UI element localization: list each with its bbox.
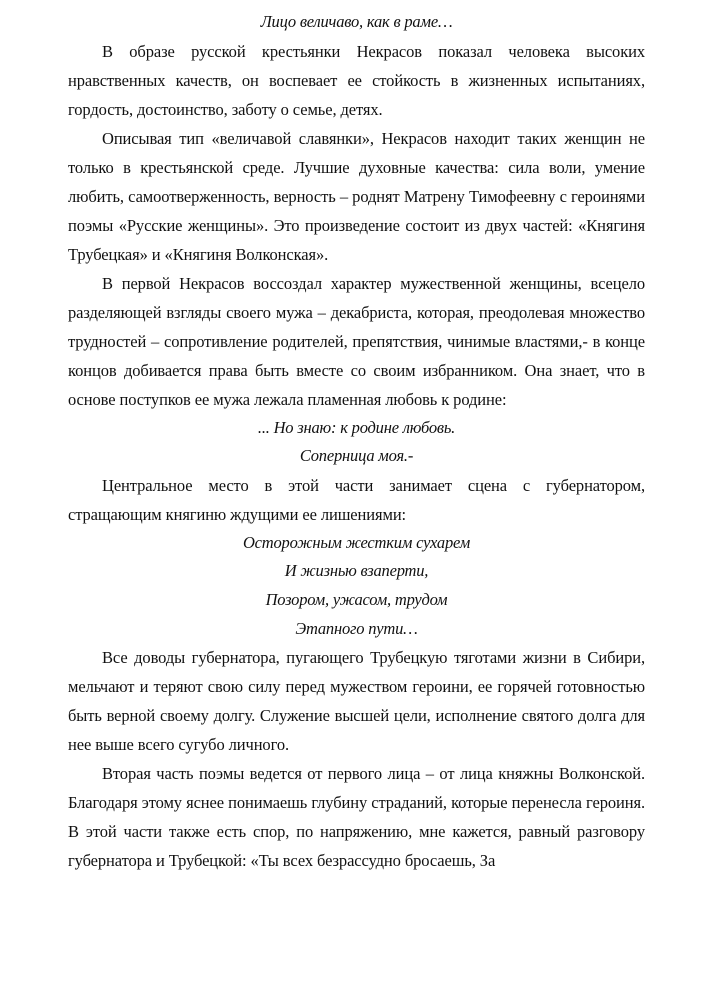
quote-line: И жизнью взаперти, [284, 561, 429, 581]
quote-line: Соперница моя.- [299, 446, 414, 466]
quote-line: Этапного пути… [295, 618, 418, 638]
paragraph-3: В первой Некрасов воссоздал характер мужественной женщины, всецело разделяющей взгляды своего мужа – декабриста, которая, преодолевая множество трудностей – сопротивление родителей, препятствия, чинимые властями,- в конце концов добивается права быть вместе со своим избранником. Она знает, что в основе поступков ее мужа лежала пламенная любовь к родине: [68, 273, 645, 409]
paragraph-6: Вторая часть поэмы ведется от первого лица – от лица княжны Волконской. Благодаря этому яснее понимаешь глубину страданий, которые перенесла героиня. В этой части также есть спор, по напряжению, мне кажется, равный разговору губернатора и Трубецкой: «Ты всех безрассудно бросаешь, За [68, 764, 645, 871]
paragraph-5: Все доводы губернатора, пугающего Трубецкую тяготами жизни в Сибири, мельчают и теряют свою силу перед мужеством героини, ее горячей готовностью быть верной своему долгу. Служение высшей цели, исполнение святого долга для нее выше всего сугубо личного. [68, 648, 645, 755]
document-body [68, 8, 645, 875]
paragraph-2: Описывая тип «величавой славянки», Некрасов находит таких женщин не только в крестьянской среде. Лучшие духовные качества: сила воли, умение любить, самоотверженность, верность – роднят Матрену Тимофеевну с героинями поэмы «Русские женщины». Это произведение состоит из двух частей: «Княгиня Трубецкая» и «Княгиня Волконская». [68, 128, 645, 264]
epigraph: Лицо величаво, как в раме… [260, 12, 453, 31]
quote-line: Позором, ужасом, трудом [265, 589, 448, 609]
paragraph-4: Центральное место в этой части занимает сцена с губернатором, стращающим княгиню ждущими ее лишениями: [68, 475, 645, 524]
paragraph-1: В образе русской крестьянки Некрасов показал человека высоких нравственных качеств, он воспевает ее стойкость в жизненных испытаниях, гордость, достоинство, заботу о семье, детях. [68, 41, 645, 119]
quote-line: ... Но знаю: к родине любовь. [257, 417, 456, 437]
quote-line: Осторожным жестким сухарем [242, 532, 471, 552]
